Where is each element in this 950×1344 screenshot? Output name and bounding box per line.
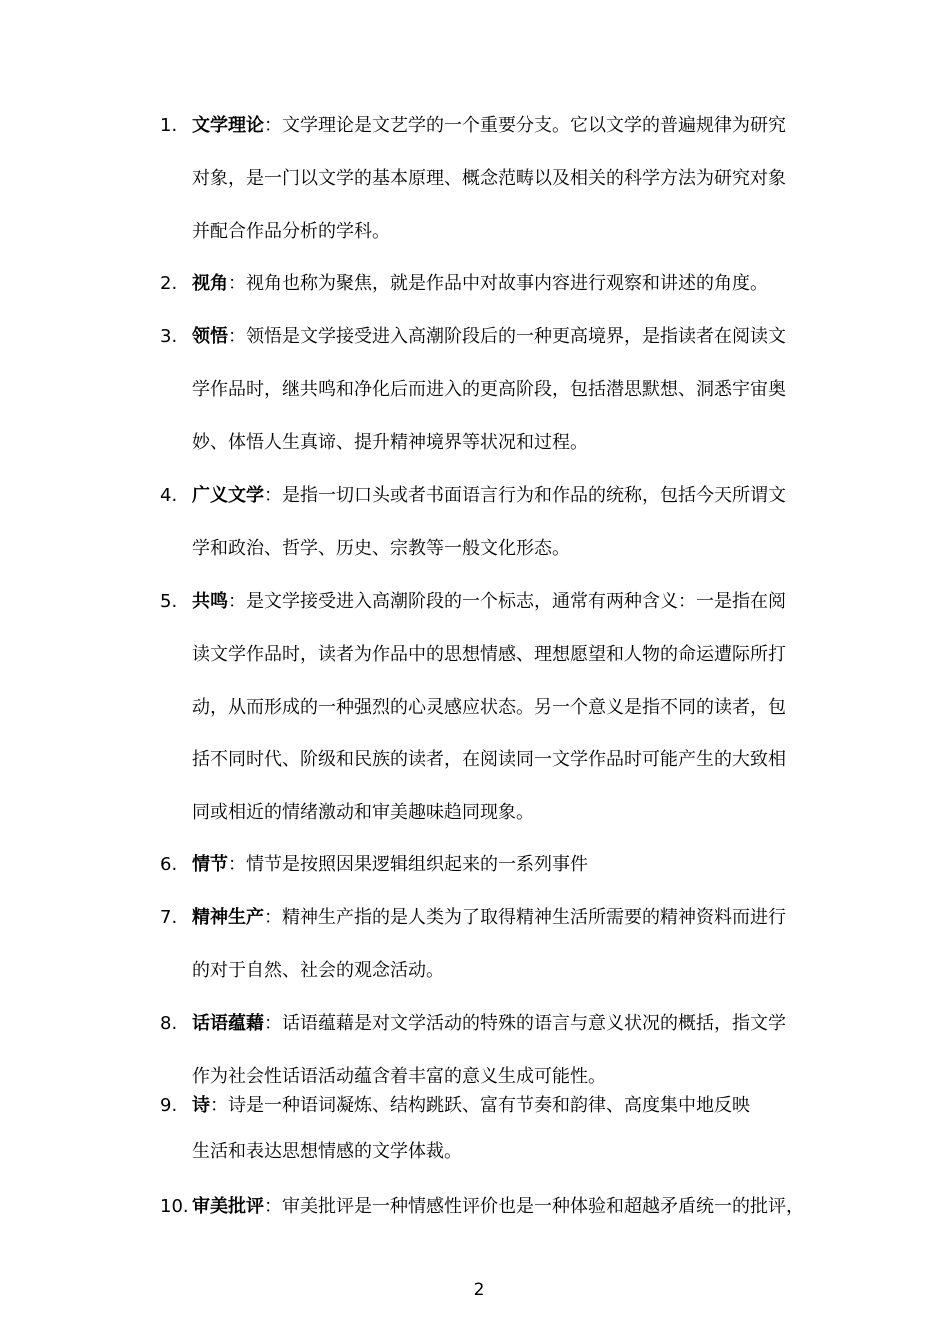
entry-3-number: 3. — [160, 326, 178, 347]
entry-10-number: 10. — [160, 1196, 189, 1217]
entry-2-text: ：视角也称为聚焦，就是作品中对故事内容进行观察和讲述的角度。 — [228, 273, 768, 294]
entry-3-term: 领悟 — [192, 326, 228, 347]
entry-2-term: 视角 — [192, 273, 228, 294]
entry-1-number: 1. — [160, 115, 178, 136]
entry-8-text: ：话语蕴藉是对文学活动的特殊的语言与意义状况的概括，指文学 — [264, 1013, 786, 1034]
entry-10-term: 审美批评 — [192, 1196, 264, 1217]
entry-10-text: ：审美批评是一种情感性评价也是一种体验和超越矛盾统一的批评， — [264, 1196, 804, 1217]
entry-8-line-1 — [192, 1012, 786, 1036]
entry-3-line-1 — [192, 325, 786, 349]
entry-1-line-3: 并配合作品分析的学科。 — [192, 221, 390, 242]
entry-5-line-4: 括不同时代、阶级和民族的读者，在阅读同一文学作品时可能产生的大致相 — [192, 749, 786, 770]
entry-5-term: 共鸣 — [192, 591, 228, 612]
entry-5-line-5: 同或相近的情绪激动和审美趣味趋同现象。 — [192, 802, 534, 823]
entry-4-line-2: 学和政治、哲学、历史、宗教等一般文化形态。 — [192, 538, 570, 559]
entry-1-term: 文学理论 — [192, 115, 264, 136]
entry-9-line-2: 生活和表达思想情感的文学体裁。 — [192, 1141, 462, 1162]
entry-2-number: 2. — [160, 273, 178, 294]
entry-9-text: ：诗是一种语词凝炼、结构跳跃、富有节奏和韵律、高度集中地反映 — [210, 1095, 750, 1116]
entry-4-text: ：是指一切口头或者书面语言行为和作品的统称，包括今天所谓文 — [264, 485, 786, 506]
entry-5-line-1 — [192, 590, 786, 614]
entry-5-number: 5. — [160, 591, 178, 612]
entry-7-line-1 — [192, 906, 786, 930]
entry-1-line-2: 对象，是一门以文学的基本原理、概念范畴以及相关的科学方法为研究对象 — [192, 168, 786, 189]
entry-3-line-3: 妙、体悟人生真谛、提升精神境界等状况和过程。 — [192, 432, 588, 453]
entry-10-line-1 — [192, 1195, 804, 1219]
entry-5-text: ：是文学接受进入高潮阶段的一个标志，通常有两种含义：一是指在阅 — [228, 591, 786, 612]
entry-7-line-2: 的对于自然、社会的观念活动。 — [192, 960, 444, 981]
entry-3-text: ：领悟是文学接受进入高潮阶段后的一种更高境界，是指读者在阅读文 — [228, 326, 786, 347]
page-number: 2 — [473, 1280, 485, 1300]
entry-6-line-1 — [192, 853, 588, 877]
entry-1-text: ：文学理论是文艺学的一个重要分支。它以文学的普遍规律为研究 — [264, 115, 786, 136]
entry-8-term: 话语蕴藉 — [192, 1013, 264, 1034]
entry-6-number: 6. — [160, 854, 178, 875]
entry-5-line-2: 读文学作品时，读者为作品中的思想情感、理想愿望和人物的命运遭际所打 — [192, 644, 786, 665]
entry-9-number: 9. — [160, 1095, 178, 1116]
entry-8-line-2: 作为社会性话语活动蕴含着丰富的意义生成可能性。 — [192, 1066, 606, 1087]
entry-2-line-1 — [192, 272, 768, 296]
entry-7-term: 精神生产 — [192, 907, 264, 928]
entry-7-text: ：精神生产指的是人类为了取得精神生活所需要的精神资料而进行 — [264, 907, 786, 928]
entry-5-line-3: 动，从而形成的一种强烈的心灵感应状态。另一个意义是指不同的读者，包 — [192, 697, 786, 718]
entry-7-number: 7. — [160, 907, 178, 928]
entry-1-line-1 — [192, 114, 786, 138]
entry-4-number: 4. — [160, 485, 178, 506]
entry-3-line-2: 学作品时，继共鸣和净化后而进入的更高阶段，包括潜思默想、洞悉宇宙奥 — [192, 379, 786, 400]
entry-4-term: 广义文学 — [192, 485, 264, 506]
entry-8-number: 8. — [160, 1013, 178, 1034]
entry-6-text: ：情节是按照因果逻辑组织起来的一系列事件 — [228, 854, 588, 875]
entry-9-term: 诗 — [192, 1095, 210, 1116]
entry-6-term: 情节 — [192, 854, 228, 875]
entry-9-line-1 — [192, 1094, 750, 1118]
entry-4-line-1 — [192, 484, 786, 508]
